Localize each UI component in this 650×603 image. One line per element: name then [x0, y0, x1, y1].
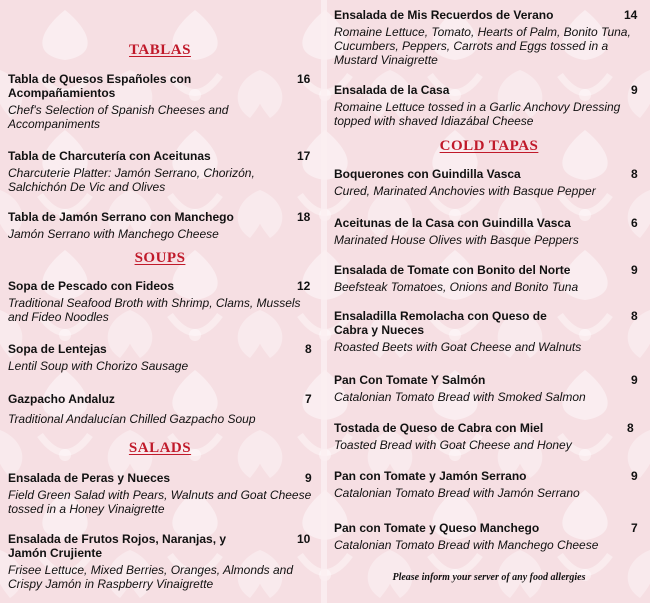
item-description: Frisee Lettuce, Mixed Berries, Oranges, Almonds and Crispy Jamón in Raspberry Vinaigrette — [8, 563, 294, 591]
item-description: Traditional Seafood Broth with Shrimp, Clams, Mussels and Fideo Noodles — [8, 296, 301, 324]
menu-item — [334, 521, 644, 552]
item-price: 14 — [624, 8, 638, 22]
item-name: Ensaladilla Remolacha con Queso de Cabra y Nueces — [334, 309, 547, 337]
menu-item — [334, 373, 644, 404]
item-price: 8 — [631, 167, 638, 181]
item-price: 8 — [627, 421, 634, 435]
menu-item — [334, 8, 644, 67]
item-name: Gazpacho Andaluz — [8, 392, 115, 406]
item-name: Ensalada de la Casa — [334, 83, 450, 97]
menu-item — [334, 216, 644, 247]
menu-item — [334, 309, 644, 354]
item-price: 8 — [631, 309, 638, 323]
item-price: 17 — [297, 149, 311, 163]
item-name: Boquerones con Guindilla Vasca — [334, 167, 521, 181]
item-name: Aceitunas de la Casa con Guindilla Vasca — [334, 216, 571, 230]
item-price: 6 — [631, 216, 638, 230]
item-description: Jamón Serrano with Manchego Cheese — [8, 227, 219, 241]
menu-item — [8, 279, 314, 324]
item-price: 7 — [305, 392, 312, 406]
item-price: 9 — [305, 471, 312, 485]
item-description: Traditional Andalucían Chilled Gazpacho Soup — [8, 412, 256, 426]
item-description: Chef's Selection of Spanish Cheeses and Accompaniments — [8, 103, 229, 131]
item-price: 12 — [297, 279, 311, 293]
item-price: 8 — [305, 342, 312, 356]
item-name: Tostada de Queso de Cabra con Miel — [334, 421, 544, 435]
item-name: Ensalada de Mis Recuerdos de Verano — [334, 8, 554, 22]
item-price: 16 — [297, 72, 311, 86]
item-description: Charcuterie Platter: Jamón Serrano, Chorizón, Salchichón De Vic and Olives — [8, 166, 255, 194]
item-name: Pan Con Tomate Y Salmón — [334, 373, 486, 387]
item-name: Ensalada de Tomate con Bonito del Norte — [334, 263, 571, 277]
section-heading-cold-tapas: COLD TAPAS — [439, 138, 539, 154]
item-description: Catalonian Tomato Bread with Smoked Salmon — [334, 390, 586, 404]
menu-item — [8, 392, 314, 426]
item-name: Ensalada de Frutos Rojos, Naranjas, y Jamón Crujiente — [8, 532, 227, 560]
item-name: Sopa de Pescado con Fideos — [8, 279, 175, 293]
item-description: Lentil Soup with Chorizo Sausage — [8, 359, 189, 373]
item-name: Tabla de Jamón Serrano con Manchego — [8, 210, 234, 224]
item-description: Field Green Salad with Pears, Walnuts and Goat Cheese tossed in a Honey Vinaigrette — [8, 488, 312, 516]
section-heading-tablas: TABLAS — [129, 42, 191, 58]
menu-item — [8, 342, 314, 373]
menu-item — [334, 167, 644, 198]
menu-item — [8, 471, 314, 516]
item-name: Tabla de Charcutería con Aceitunas — [8, 149, 211, 163]
menu-item — [334, 421, 644, 452]
item-description: Cured, Marinated Anchovies with Basque Pepper — [334, 184, 596, 198]
item-name: Pan con Tomate y Jamón Serrano — [334, 469, 527, 483]
item-price: 9 — [631, 469, 638, 483]
item-description: Catalonian Tomato Bread with Manchego Cheese — [334, 538, 599, 552]
item-price: 9 — [631, 373, 638, 387]
item-name: Tabla de Quesos Españoles con Acompañamientos — [8, 72, 192, 100]
menu-item — [8, 149, 314, 194]
item-description: Romaine Lettuce, Tomato, Hearts of Palm, Bonito Tuna, Cucumbers, Peppers, Carrots and Eggs tossed in a Mustard Vinaigrette — [334, 25, 631, 67]
menu-item — [8, 532, 314, 591]
item-price: 10 — [297, 532, 311, 546]
section-heading-salads: SALADS — [128, 440, 192, 456]
menu-item — [334, 263, 644, 294]
item-description: Beefsteak Tomatoes, Onions and Bonito Tuna — [334, 280, 579, 294]
item-price: 9 — [631, 263, 638, 277]
item-price: 9 — [631, 83, 638, 97]
item-description: Catalonian Tomato Bread with Jamón Serrano — [334, 486, 580, 500]
section-heading-soups: SOUPS — [134, 250, 186, 266]
item-name: Sopa de Lentejas — [8, 342, 107, 356]
menu-item — [8, 210, 314, 241]
item-description: Marinated House Olives with Basque Peppers — [334, 233, 579, 247]
item-name: Pan con Tomate y Queso Manchego — [334, 521, 540, 535]
menu-item — [334, 83, 644, 128]
allergy-note: Please inform your server of any food allergies — [392, 572, 586, 583]
item-price: 18 — [297, 210, 311, 224]
item-description: Toasted Bread with Goat Cheese and Honey — [334, 438, 572, 452]
item-price: 7 — [631, 521, 638, 535]
menu-item — [334, 469, 644, 500]
menu-item — [8, 72, 314, 131]
item-description: Romaine Lettuce tossed in a Garlic Anchovy Dressing topped with shaved Idiazábal Cheese — [334, 100, 621, 128]
item-description: Roasted Beets with Goat Cheese and Walnuts — [334, 340, 582, 354]
item-name: Ensalada de Peras y Nueces — [8, 471, 171, 485]
